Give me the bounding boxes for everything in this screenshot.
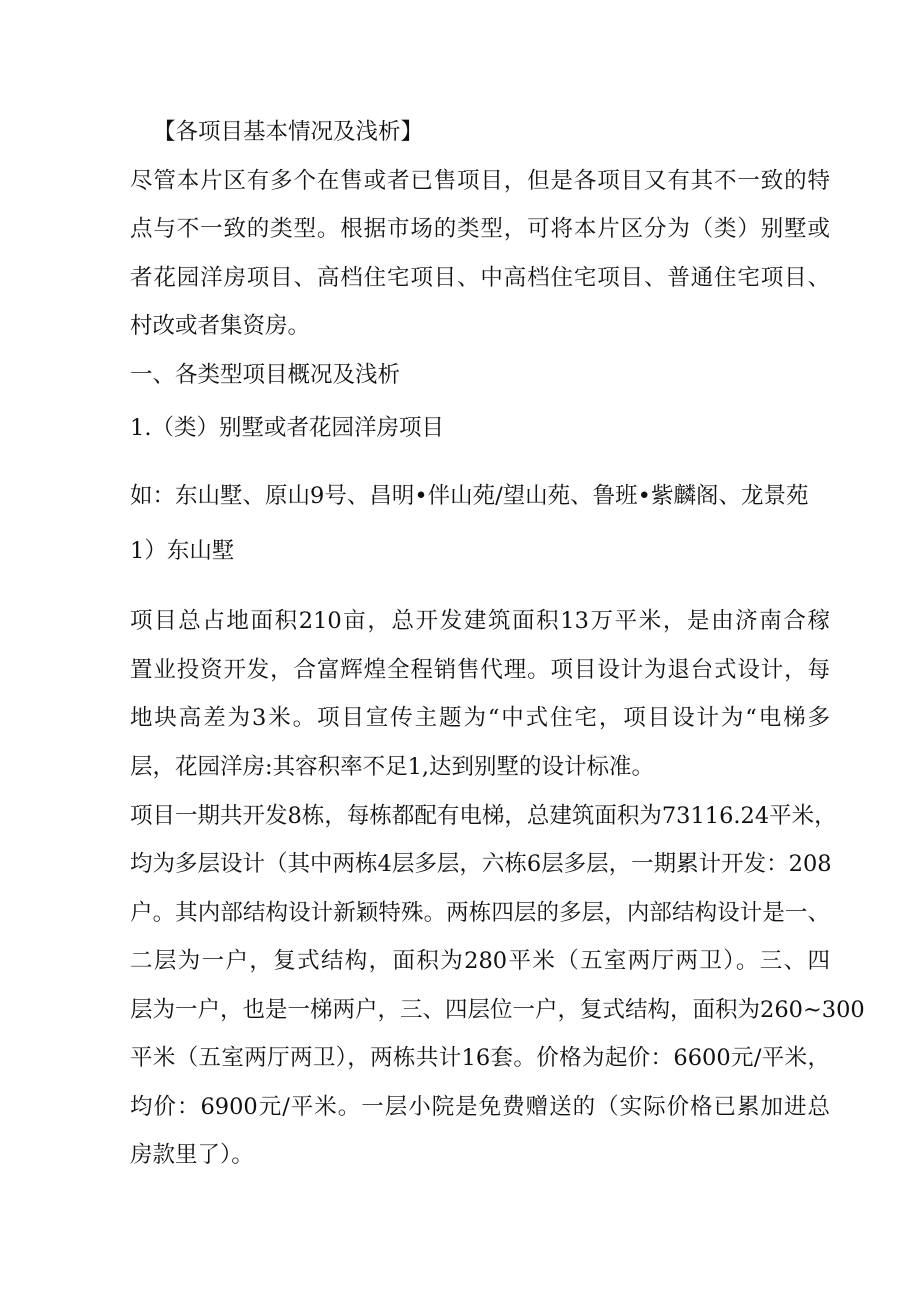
- paragraph-line: 项目总占地面积210亩，总开发建筑面积13万平米，是由济南合稼: [130, 608, 830, 634]
- paragraph-line: 项目一期共开发8栋，每栋都配有电梯，总建筑面积为73116.24平米，: [130, 803, 837, 829]
- subsection-title: 1.（类）别墅或者花园洋房项目: [130, 415, 444, 441]
- paragraph-line: 地块高差为3米。项目宣传主题为“中式住宅，项目设计为“电梯多: [130, 705, 830, 731]
- intro-line: 尽管本片区有多个在售或者已售项目，但是各项目又有其不一致的特: [130, 168, 830, 194]
- section-heading: 【各项目基本情况及浅析】: [153, 119, 424, 145]
- paragraph-line: 房款里了）。: [130, 1142, 254, 1168]
- paragraph-line: 均价：6900元/平米。一层小院是免费赠送的（实际价格已累加进总: [130, 1094, 830, 1120]
- intro-line: 村改或者集资房。: [130, 313, 311, 339]
- intro-line: 者花园洋房项目、高档住宅项目、中高档住宅项目、普通住宅项目、: [130, 265, 830, 291]
- item-title: 1）东山墅: [130, 538, 235, 564]
- paragraph-line: 置业投资开发，合富辉煌全程销售代理。项目设计为退台式设计，每: [130, 657, 830, 683]
- paragraph-line: 户。其内部结构设计新颖特殊。两栋四层的多层，内部结构设计是一、: [130, 900, 830, 926]
- intro-line: 点与不一致的类型。根据市场的类型，可将本片区分为（类）别墅或: [130, 216, 830, 242]
- paragraph-line: 均为多层设计（其中两栋4层多层，六栋6层多层，一期累计开发：208: [130, 851, 832, 877]
- examples-line: 如：东山墅、原山9号、昌明•伴山苑/望山苑、鲁班•紫麟阁、龙景苑: [130, 483, 809, 509]
- paragraph-line: 平米（五室两厅两卫），两栋共计16套。价格为起价：6600元/平米，: [130, 1045, 830, 1071]
- section-title: 一、各类型项目概况及浅析: [130, 362, 401, 388]
- paragraph-line: 二层为一户，复式结构，面积为280平米（五室两厅两卫）。三、四: [130, 948, 830, 974]
- paragraph-line: 层为一户，也是一梯两户，三、四层位一户，复式结构，面积为260~300: [130, 997, 865, 1023]
- paragraph-line: 层，花园洋房:其容积率不足1,达到别墅的设计标准。: [130, 754, 655, 780]
